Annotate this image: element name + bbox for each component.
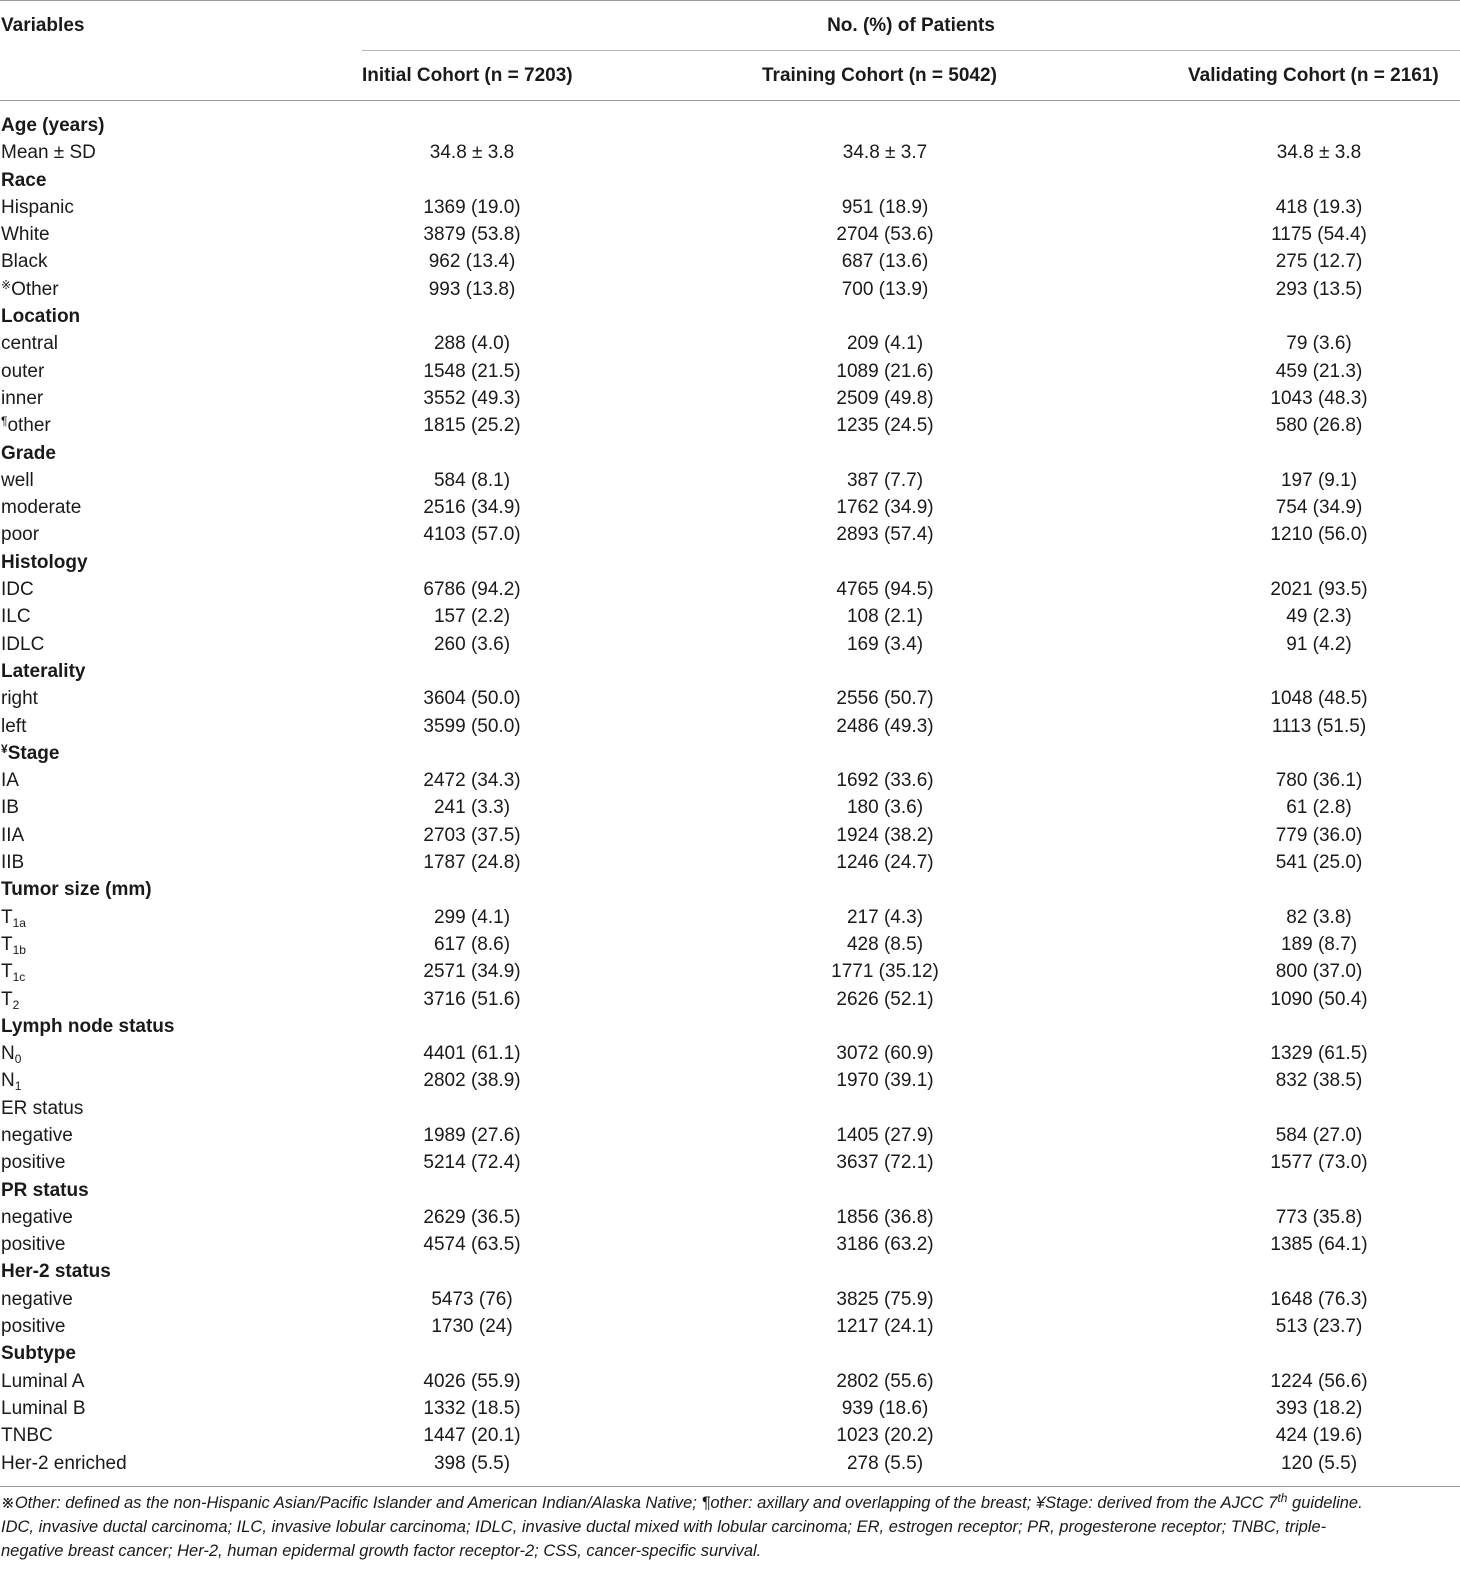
table-row bbox=[0, 904, 1460, 931]
header-group: No. (%) of Patients bbox=[827, 15, 995, 36]
training-cohort-cell: 1924 (38.2) bbox=[836, 824, 934, 846]
table-row bbox=[0, 139, 1460, 166]
table-row bbox=[0, 713, 1460, 740]
section-row bbox=[0, 740, 1460, 767]
table-row bbox=[0, 767, 1460, 794]
header-training-cohort: Training Cohort (n = 5042) bbox=[762, 65, 997, 86]
table-row bbox=[0, 576, 1460, 603]
validating-cohort-cell: 754 (34.9) bbox=[1275, 497, 1363, 519]
initial-cohort-cell: 1989 (27.6) bbox=[423, 1124, 521, 1146]
initial-cohort-cell: 584 (8.1) bbox=[433, 469, 511, 491]
row-label bbox=[1, 631, 44, 658]
initial-cohort-cell: 1730 (24) bbox=[431, 1316, 513, 1338]
initial-cohort-cell: 3604 (50.0) bbox=[423, 688, 521, 710]
label-text: Luminal A bbox=[1, 1370, 85, 1392]
initial-cohort-cell: 2802 (38.9) bbox=[423, 1070, 521, 1092]
table-row bbox=[0, 358, 1460, 385]
training-cohort-cell: 2626 (52.1) bbox=[836, 988, 934, 1010]
footnote-line-3: negative breast cancer; Her-2, human epidermal growth factor receptor-2; CSS, cancer-specific survival. bbox=[1, 1542, 762, 1560]
label-text: positive bbox=[1, 1152, 66, 1174]
training-cohort-cell: 2486 (49.3) bbox=[836, 715, 934, 737]
initial-cohort-cell: 1548 (21.5) bbox=[423, 360, 521, 382]
training-cohort-cell: 3825 (75.9) bbox=[836, 1288, 934, 1310]
initial-cohort-cell: 3879 (53.8) bbox=[423, 224, 521, 246]
row-label bbox=[1, 1450, 127, 1477]
initial-cohort-cell: 4103 (57.0) bbox=[423, 524, 521, 546]
section-label bbox=[1, 740, 59, 767]
row-label bbox=[1, 1368, 84, 1395]
table-row bbox=[0, 521, 1460, 548]
section-row bbox=[0, 1258, 1460, 1285]
section-row bbox=[0, 440, 1460, 467]
validating-cohort-cell: 1648 (76.3) bbox=[1270, 1288, 1368, 1310]
label-subscript: 1 bbox=[14, 1079, 22, 1094]
training-cohort-cell: 2509 (49.8) bbox=[836, 387, 934, 409]
validating-cohort-cell: 418 (19.3) bbox=[1275, 196, 1363, 218]
label-subscript: 1b bbox=[12, 942, 26, 957]
row-label bbox=[1, 494, 81, 521]
validating-cohort-cell: 580 (26.8) bbox=[1275, 415, 1363, 437]
validating-cohort-cell: 541 (25.0) bbox=[1275, 852, 1363, 874]
table-row bbox=[0, 276, 1460, 303]
initial-cohort-cell: 299 (4.1) bbox=[433, 906, 511, 928]
header-initial-cohort: Initial Cohort (n = 7203) bbox=[362, 65, 573, 86]
label-text: IDC bbox=[1, 579, 34, 601]
table-row bbox=[0, 1040, 1460, 1067]
label-text: T bbox=[1, 988, 13, 1010]
validating-cohort-cell: 1043 (48.3) bbox=[1270, 387, 1368, 409]
initial-cohort-cell: 2516 (34.9) bbox=[423, 497, 521, 519]
initial-cohort-cell: 1815 (25.2) bbox=[423, 415, 521, 437]
table-row bbox=[0, 1122, 1460, 1149]
validating-cohort-cell: 91 (4.2) bbox=[1286, 633, 1352, 655]
validating-cohort-cell: 459 (21.3) bbox=[1275, 360, 1363, 382]
initial-cohort-cell: 617 (8.6) bbox=[433, 933, 511, 955]
training-cohort-cell: 2802 (55.6) bbox=[836, 1370, 934, 1392]
section-label bbox=[1, 876, 152, 903]
label-text: negative bbox=[1, 1206, 73, 1228]
row-label bbox=[1, 958, 25, 985]
validating-cohort-cell: 584 (27.0) bbox=[1275, 1124, 1363, 1146]
row-label bbox=[1, 713, 26, 740]
label-subscript: 1a bbox=[12, 915, 26, 930]
training-cohort-cell: 1405 (27.9) bbox=[836, 1124, 934, 1146]
label-text: Luminal B bbox=[1, 1397, 86, 1419]
label-text: IIB bbox=[1, 852, 25, 874]
label-text: Race bbox=[1, 169, 47, 191]
validating-cohort-cell: 2021 (93.5) bbox=[1270, 579, 1368, 601]
row-label bbox=[1, 1204, 73, 1231]
row-label bbox=[1, 794, 19, 821]
label-text: IDLC bbox=[1, 633, 45, 655]
label-text: right bbox=[1, 688, 38, 710]
bottom-rule bbox=[0, 1486, 1460, 1487]
label-text: Her-2 enriched bbox=[1, 1452, 127, 1474]
training-cohort-cell: 387 (7.7) bbox=[846, 469, 924, 491]
row-label bbox=[1, 521, 39, 548]
label-subscript: 2 bbox=[12, 997, 20, 1012]
validating-cohort-cell: 293 (13.5) bbox=[1275, 278, 1363, 300]
validating-cohort-cell: 424 (19.6) bbox=[1275, 1425, 1363, 1447]
training-cohort-cell: 939 (18.6) bbox=[841, 1397, 929, 1419]
row-label bbox=[1, 139, 96, 166]
label-text: central bbox=[1, 333, 59, 355]
row-label bbox=[1, 1040, 21, 1067]
row-label bbox=[1, 767, 19, 794]
label-text: positive bbox=[1, 1316, 66, 1338]
label-text: Hispanic bbox=[1, 196, 74, 218]
table-row bbox=[0, 194, 1460, 221]
label-text: Other bbox=[11, 278, 59, 300]
footnote-line-2: IDC, invasive ductal carcinoma; ILC, invasive lobular carcinoma; IDLC, invasive ductal mixed with lobular carcinoma; ER, estrogen receptor; PR, progesterone receptor; TNBC, triple- bbox=[1, 1518, 1327, 1536]
row-label bbox=[1, 685, 38, 712]
label-text: negative bbox=[1, 1124, 73, 1146]
table-row bbox=[0, 1313, 1460, 1340]
section-label bbox=[1, 1013, 174, 1040]
training-cohort-cell: 2556 (50.7) bbox=[836, 688, 934, 710]
table-row bbox=[0, 849, 1460, 876]
label-text: N bbox=[1, 1043, 15, 1065]
validating-cohort-cell: 780 (36.1) bbox=[1275, 770, 1363, 792]
section-row bbox=[0, 167, 1460, 194]
header-validating-cohort: Validating Cohort (n = 2161) bbox=[1188, 65, 1439, 86]
table-row bbox=[0, 412, 1460, 439]
table-row bbox=[0, 822, 1460, 849]
training-cohort-cell: 34.8 ± 3.7 bbox=[842, 142, 928, 164]
row-label bbox=[1, 221, 50, 248]
table-row bbox=[0, 603, 1460, 630]
table-row bbox=[0, 1095, 1460, 1122]
initial-cohort-cell: 241 (3.3) bbox=[433, 797, 511, 819]
training-cohort-cell: 278 (5.5) bbox=[846, 1452, 924, 1474]
initial-cohort-cell: 1787 (24.8) bbox=[423, 852, 521, 874]
row-label bbox=[1, 822, 24, 849]
section-row bbox=[0, 876, 1460, 903]
validating-cohort-cell: 513 (23.7) bbox=[1275, 1316, 1363, 1338]
training-cohort-cell: 1856 (36.8) bbox=[836, 1206, 934, 1228]
label-text: ER status bbox=[1, 1097, 84, 1119]
initial-cohort-cell: 4574 (63.5) bbox=[423, 1234, 521, 1256]
label-text: Grade bbox=[1, 442, 56, 464]
initial-cohort-cell: 1447 (20.1) bbox=[423, 1425, 521, 1447]
label-text: inner bbox=[1, 387, 44, 409]
initial-cohort-cell: 1369 (19.0) bbox=[423, 196, 521, 218]
table-row bbox=[0, 221, 1460, 248]
initial-cohort-cell: 288 (4.0) bbox=[433, 333, 511, 355]
section-row bbox=[0, 1177, 1460, 1204]
label-text: T bbox=[1, 906, 13, 928]
section-label bbox=[1, 1258, 111, 1285]
training-cohort-cell: 687 (13.6) bbox=[841, 251, 929, 273]
label-text: ILC bbox=[1, 606, 31, 628]
group-subrule bbox=[362, 50, 1460, 51]
section-row bbox=[0, 1013, 1460, 1040]
label-text: Subtype bbox=[1, 1343, 76, 1365]
training-cohort-cell: 2704 (53.6) bbox=[836, 224, 934, 246]
training-cohort-cell: 951 (18.9) bbox=[841, 196, 929, 218]
label-text: Black bbox=[1, 251, 48, 273]
training-cohort-cell: 1089 (21.6) bbox=[836, 360, 934, 382]
row-label bbox=[1, 467, 34, 494]
training-cohort-cell: 1023 (20.2) bbox=[836, 1425, 934, 1447]
row-label bbox=[1, 1422, 53, 1449]
label-text: Tumor size (mm) bbox=[1, 879, 152, 901]
initial-cohort-cell: 157 (2.2) bbox=[433, 606, 511, 628]
validating-cohort-cell: 61 (2.8) bbox=[1286, 797, 1352, 819]
table-row bbox=[0, 794, 1460, 821]
initial-cohort-cell: 5473 (76) bbox=[431, 1288, 513, 1310]
initial-cohort-cell: 2472 (34.3) bbox=[423, 770, 521, 792]
label-superscript: ¶ bbox=[1, 414, 8, 429]
row-label bbox=[1, 412, 51, 439]
row-label bbox=[1, 1231, 65, 1258]
validating-cohort-cell: 1329 (61.5) bbox=[1270, 1043, 1368, 1065]
label-text: IIA bbox=[1, 824, 25, 846]
section-label bbox=[1, 440, 56, 467]
label-text: Laterality bbox=[1, 660, 86, 682]
section-row bbox=[0, 112, 1460, 139]
training-cohort-cell: 1217 (24.1) bbox=[836, 1316, 934, 1338]
validating-cohort-cell: 120 (5.5) bbox=[1280, 1452, 1358, 1474]
label-text: Mean ± SD bbox=[1, 142, 96, 164]
validating-cohort-cell: 1210 (56.0) bbox=[1270, 524, 1368, 546]
section-label bbox=[1, 167, 46, 194]
label-text: PR status bbox=[1, 1179, 89, 1201]
validating-cohort-cell: 773 (35.8) bbox=[1275, 1206, 1363, 1228]
label-text: TNBC bbox=[1, 1425, 53, 1447]
initial-cohort-cell: 4401 (61.1) bbox=[423, 1043, 521, 1065]
table-row bbox=[0, 494, 1460, 521]
label-text: well bbox=[1, 469, 34, 491]
table-row bbox=[0, 1395, 1460, 1422]
table-row bbox=[0, 1450, 1460, 1477]
training-cohort-cell: 108 (2.1) bbox=[846, 606, 924, 628]
row-label bbox=[1, 603, 31, 630]
label-text: poor bbox=[1, 524, 40, 546]
label-text: IA bbox=[1, 770, 19, 792]
table-row bbox=[0, 631, 1460, 658]
training-cohort-cell: 1692 (33.6) bbox=[836, 770, 934, 792]
validating-cohort-cell: 79 (3.6) bbox=[1286, 333, 1352, 355]
validating-cohort-cell: 197 (9.1) bbox=[1280, 469, 1358, 491]
row-label bbox=[1, 330, 58, 357]
row-label bbox=[1, 385, 43, 412]
initial-cohort-cell: 260 (3.6) bbox=[433, 633, 511, 655]
footnote-superscript: th bbox=[1277, 1491, 1288, 1505]
row-label bbox=[1, 1313, 65, 1340]
validating-cohort-cell: 1048 (48.5) bbox=[1270, 688, 1368, 710]
training-cohort-cell: 428 (8.5) bbox=[846, 933, 924, 955]
row-label bbox=[1, 931, 26, 958]
initial-cohort-cell: 3552 (49.3) bbox=[423, 387, 521, 409]
training-cohort-cell: 700 (13.9) bbox=[841, 278, 929, 300]
validating-cohort-cell: 832 (38.5) bbox=[1275, 1070, 1363, 1092]
training-cohort-cell: 209 (4.1) bbox=[846, 333, 924, 355]
training-cohort-cell: 1771 (35.12) bbox=[831, 961, 939, 983]
training-cohort-cell: 217 (4.3) bbox=[846, 906, 924, 928]
training-cohort-cell: 2893 (57.4) bbox=[836, 524, 934, 546]
row-label bbox=[1, 1067, 21, 1094]
label-subscript: 0 bbox=[14, 1052, 22, 1067]
row-label bbox=[1, 576, 34, 603]
training-cohort-cell: 3186 (63.2) bbox=[836, 1234, 934, 1256]
validating-cohort-cell: 1113 (51.5) bbox=[1271, 715, 1367, 737]
validating-cohort-cell: 1224 (56.6) bbox=[1270, 1370, 1368, 1392]
row-label bbox=[1, 1286, 73, 1313]
label-text: positive bbox=[1, 1234, 66, 1256]
table-row bbox=[0, 1368, 1460, 1395]
section-label bbox=[1, 1340, 76, 1367]
training-cohort-cell: 3637 (72.1) bbox=[836, 1152, 934, 1174]
validating-cohort-cell: 189 (8.7) bbox=[1280, 933, 1358, 955]
row-label bbox=[1, 986, 19, 1013]
header-variables: Variables bbox=[1, 15, 85, 36]
section-row bbox=[0, 1340, 1460, 1367]
label-text: Histology bbox=[1, 551, 88, 573]
initial-cohort-cell: 2571 (34.9) bbox=[423, 961, 521, 983]
validating-cohort-cell: 82 (3.8) bbox=[1286, 906, 1352, 928]
top-rule bbox=[0, 0, 1460, 1]
label-superscript: ¥ bbox=[1, 741, 8, 756]
validating-cohort-cell: 34.8 ± 3.8 bbox=[1276, 142, 1362, 164]
validating-cohort-cell: 779 (36.0) bbox=[1275, 824, 1363, 846]
section-label bbox=[1, 1177, 89, 1204]
validating-cohort-cell: 1090 (50.4) bbox=[1270, 988, 1368, 1010]
training-cohort-cell: 169 (3.4) bbox=[846, 633, 924, 655]
label-text: negative bbox=[1, 1288, 73, 1310]
validating-cohort-cell: 49 (2.3) bbox=[1286, 606, 1352, 628]
footnote-line-1 bbox=[1, 1491, 1457, 1515]
row-label bbox=[1, 1122, 73, 1149]
table-row bbox=[0, 685, 1460, 712]
table-row bbox=[0, 958, 1460, 985]
section-row bbox=[0, 549, 1460, 576]
training-cohort-cell: 180 (3.6) bbox=[846, 797, 924, 819]
label-text: moderate bbox=[1, 497, 82, 519]
section-row bbox=[0, 303, 1460, 330]
section-label bbox=[1, 549, 88, 576]
table-row bbox=[0, 1286, 1460, 1313]
table-row bbox=[0, 1067, 1460, 1094]
label-text: T bbox=[1, 961, 13, 983]
table-row bbox=[0, 931, 1460, 958]
table-row bbox=[0, 330, 1460, 357]
label-superscript: ※ bbox=[1, 277, 12, 292]
initial-cohort-cell: 2703 (37.5) bbox=[423, 824, 521, 846]
initial-cohort-cell: 2629 (36.5) bbox=[423, 1206, 521, 1228]
table-row bbox=[0, 467, 1460, 494]
label-text: N bbox=[1, 1070, 15, 1092]
initial-cohort-cell: 993 (13.8) bbox=[428, 278, 516, 300]
validating-cohort-cell: 1385 (64.1) bbox=[1270, 1234, 1368, 1256]
row-label bbox=[1, 276, 59, 303]
table-row bbox=[0, 986, 1460, 1013]
training-cohort-cell: 1235 (24.5) bbox=[836, 415, 934, 437]
row-label bbox=[1, 904, 26, 931]
label-text: Location bbox=[1, 306, 81, 328]
row-label bbox=[1, 1095, 83, 1122]
validating-cohort-cell: 1577 (73.0) bbox=[1270, 1152, 1368, 1174]
validating-cohort-cell: 275 (12.7) bbox=[1275, 251, 1363, 273]
initial-cohort-cell: 3716 (51.6) bbox=[423, 988, 521, 1010]
training-cohort-cell: 1246 (24.7) bbox=[836, 852, 934, 874]
label-text: left bbox=[1, 715, 27, 737]
training-cohort-cell: 3072 (60.9) bbox=[836, 1043, 934, 1065]
row-label bbox=[1, 194, 74, 221]
section-label bbox=[1, 303, 80, 330]
table-body bbox=[0, 112, 1460, 1477]
footnote-line-1-text: ※Other: defined as the non-Hispanic Asian/Pacific Islander and American Indian/Alaska Native; ¶other: axillary and overlapping of the breast; ¥Stage: derived from the AJCC 7 bbox=[1, 1494, 1278, 1512]
section-row bbox=[0, 658, 1460, 685]
table-row bbox=[0, 1149, 1460, 1176]
row-label bbox=[1, 849, 24, 876]
row-label bbox=[1, 358, 44, 385]
label-text: White bbox=[1, 224, 50, 246]
table-row bbox=[0, 385, 1460, 412]
initial-cohort-cell: 398 (5.5) bbox=[433, 1452, 511, 1474]
table-row bbox=[0, 1204, 1460, 1231]
row-label bbox=[1, 248, 47, 275]
section-label bbox=[1, 112, 105, 139]
training-cohort-cell: 4765 (94.5) bbox=[836, 579, 934, 601]
label-subscript: 1c bbox=[12, 970, 26, 985]
training-cohort-cell: 1762 (34.9) bbox=[836, 497, 934, 519]
table-row bbox=[0, 1231, 1460, 1258]
footnote bbox=[1, 1491, 1457, 1563]
initial-cohort-cell: 6786 (94.2) bbox=[423, 579, 521, 601]
training-cohort-cell: 1970 (39.1) bbox=[836, 1070, 934, 1092]
initial-cohort-cell: 962 (13.4) bbox=[428, 251, 516, 273]
table-row bbox=[0, 1422, 1460, 1449]
label-text: Age (years) bbox=[1, 115, 105, 136]
label-text: Her-2 status bbox=[1, 1261, 111, 1283]
footnote-line-1-end: guideline. bbox=[1287, 1494, 1363, 1512]
initial-cohort-cell: 1332 (18.5) bbox=[423, 1397, 521, 1419]
row-label bbox=[1, 1149, 65, 1176]
row-label bbox=[1, 1395, 86, 1422]
table-row bbox=[0, 248, 1460, 275]
validating-cohort-cell: 393 (18.2) bbox=[1275, 1397, 1363, 1419]
header-rule bbox=[0, 100, 1460, 101]
label-text: outer bbox=[1, 360, 45, 382]
label-text: other bbox=[7, 415, 51, 437]
initial-cohort-cell: 34.8 ± 3.8 bbox=[429, 142, 515, 164]
initial-cohort-cell: 4026 (55.9) bbox=[423, 1370, 521, 1392]
validating-cohort-cell: 800 (37.0) bbox=[1275, 961, 1363, 983]
initial-cohort-cell: 5214 (72.4) bbox=[423, 1152, 521, 1174]
initial-cohort-cell: 3599 (50.0) bbox=[423, 715, 521, 737]
validating-cohort-cell: 1175 (54.4) bbox=[1271, 224, 1367, 246]
label-text: IB bbox=[1, 797, 19, 819]
label-text: T bbox=[1, 933, 13, 955]
section-label bbox=[1, 658, 85, 685]
label-text: Stage bbox=[7, 742, 60, 764]
label-text: Lymph node status bbox=[1, 1015, 175, 1037]
